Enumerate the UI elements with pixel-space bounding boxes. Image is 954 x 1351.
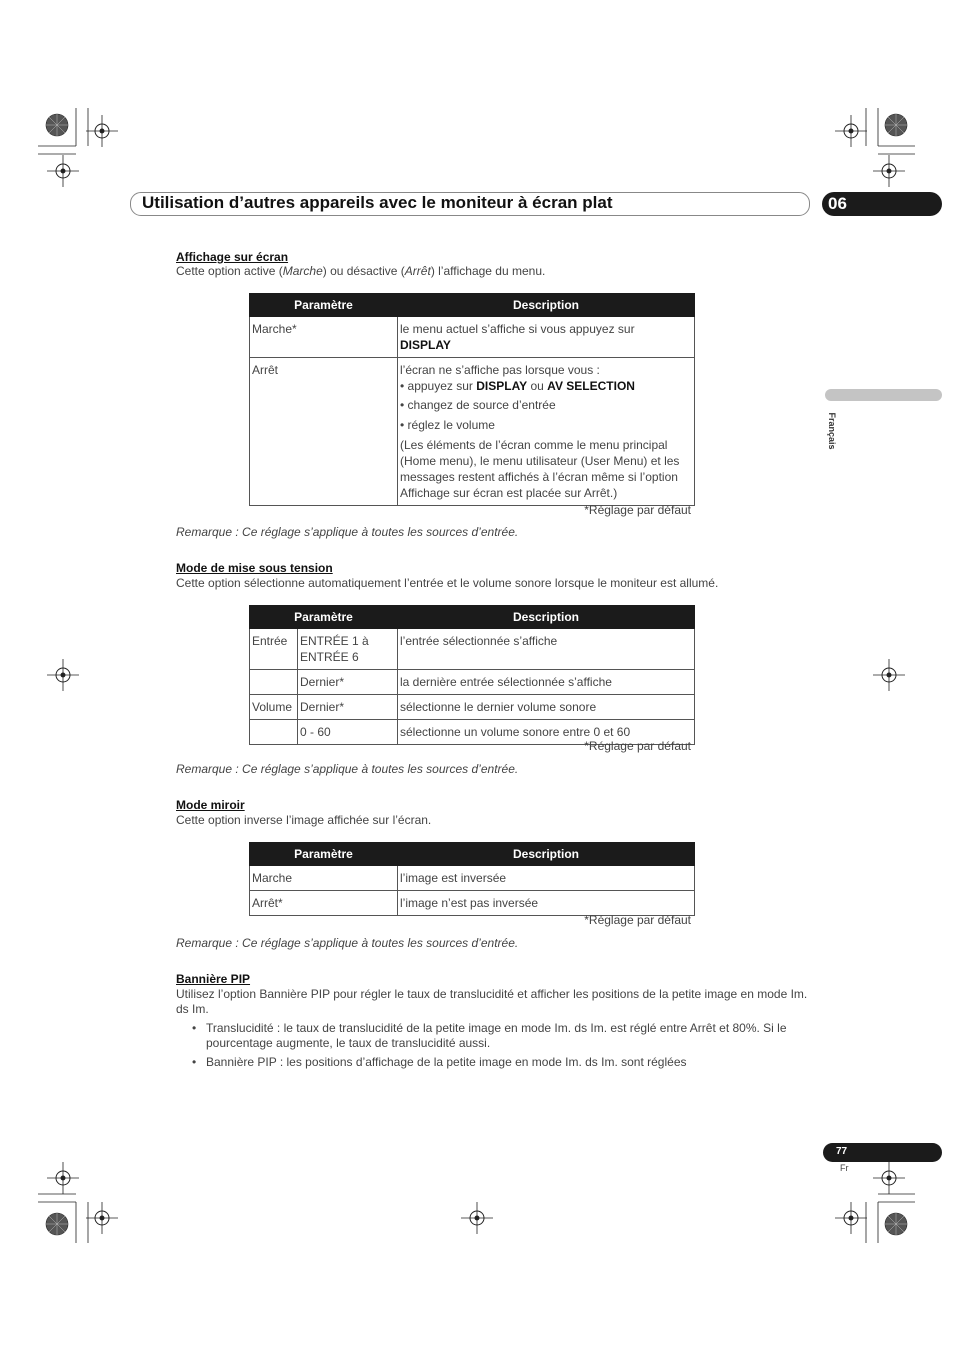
section-intro-affichage: Cette option active (Marche) ou désactive (Arrêt) l’affichage du menu. (176, 264, 546, 278)
registration-target-icon (873, 659, 905, 691)
registration-target-icon (47, 659, 79, 691)
param-cell: Arrêt* (250, 891, 398, 916)
section-heading-affichage: Affichage sur écran (176, 250, 289, 264)
section-heading-mise-sous-tension: Mode de mise sous tension (176, 561, 333, 575)
desc-cell: la dernière entrée sélectionnée s’affiche (398, 670, 695, 695)
registration-target-icon (47, 1162, 79, 1194)
section-intro-banniere: Utilisez l’option Bannière PIP pour régler le taux de translucidité et afficher les positions de la petite image en mode Im. ds Im. (176, 987, 808, 1016)
remark: Remarque : Ce réglage s’applique à toutes les sources d’entrée. (176, 936, 519, 950)
registration-target-icon (86, 1202, 118, 1234)
column-header-desc: Description (398, 606, 695, 629)
section-intro-miroir: Cette option inverse l’image affichée sur l’écran. (176, 813, 432, 827)
chapter-number: 06 (828, 194, 847, 213)
param-cell: Arrêt (250, 358, 398, 506)
value-cell: Dernier* (298, 695, 398, 720)
chapter-title: Utilisation d’autres appareils avec le moniteur à écran plat (142, 193, 613, 212)
desc-cell: sélectionne le dernier volume sonore (398, 695, 695, 720)
desc-cell: sélectionne un volume sonore entre 0 et 60 (398, 720, 695, 745)
list-item: • Translucidité : le taux de translucidité de la petite image en mode Im. ds Im. est réglé entre Arrêt et 80%. Si le pourcentage augmente, le taux de translucidité aussi. (192, 1021, 787, 1050)
section-heading-miroir: Mode miroir (176, 798, 245, 812)
registration-target-icon (461, 1202, 493, 1234)
desc-cell: l’image est inversée (398, 866, 695, 891)
registration-target-icon (873, 155, 905, 187)
section-heading-banniere: Bannière PIP (176, 972, 251, 986)
column-header-param: Paramètre (250, 606, 398, 629)
remark: Remarque : Ce réglage s’applique à toutes les sources d’entrée. (176, 525, 519, 539)
column-header-desc: Description (398, 294, 695, 317)
registration-star-icon (46, 114, 68, 136)
registration-star-icon (885, 1213, 907, 1235)
group-cell: Volume (250, 695, 298, 720)
page-language: Fr (840, 1163, 849, 1173)
value-cell: Dernier* (298, 670, 398, 695)
value-cell: ENTRÉE 1 à ENTRÉE 6 (298, 629, 398, 670)
list-item: • Bannière PIP : les positions d’affichage de la petite image en mode Im. ds Im. sont réglées (192, 1055, 687, 1069)
param-cell: Marche* (250, 317, 398, 358)
column-header-desc: Description (398, 843, 695, 866)
desc-cell: l’écran ne s’affiche pas lorsque vous : • appuyez sur DISPLAY ou AV SELECTION • changez de source d’entrée • réglez le volume (Les éléments de l’écran comme le menu principal (Home menu), le menu utilisateur (User Menu) et les messages restent affichés à l’écran même si l’option Affichage sur écran est placée sur Arrêt.) (398, 358, 695, 506)
group-cell: Entrée (250, 629, 298, 670)
language-label: Français (827, 412, 837, 450)
registration-target-icon (86, 115, 118, 147)
desc-cell: le menu actuel s’affiche si vous appuyez sur DISPLAY (398, 317, 695, 358)
column-header-param: Paramètre (250, 843, 398, 866)
default-setting-note: *Réglage par défaut (584, 503, 691, 517)
desc-cell: l’entrée sélectionnée s’affiche (398, 629, 695, 670)
registration-target-icon (47, 155, 79, 187)
column-header-param: Paramètre (250, 294, 398, 317)
registration-target-icon (835, 115, 867, 147)
param-cell: Marche (250, 866, 398, 891)
registration-star-icon (885, 114, 907, 136)
page-number: 77 (836, 1146, 848, 1157)
registration-target-icon (873, 1162, 905, 1194)
value-cell: 0 - 60 (298, 720, 398, 745)
desc-cell: l’image n’est pas inversée (398, 891, 695, 916)
registration-star-icon (46, 1213, 68, 1235)
default-setting-note: *Réglage par défaut (584, 913, 691, 927)
section-intro-mise-sous-tension: Cette option sélectionne automatiquement l’entrée et le volume sonore lorsque le moniteur est allumé. (176, 576, 719, 590)
default-setting-note: *Réglage par défaut (584, 739, 691, 753)
registration-target-icon (835, 1202, 867, 1234)
remark: Remarque : Ce réglage s’applique à toutes les sources d’entrée. (176, 762, 519, 776)
